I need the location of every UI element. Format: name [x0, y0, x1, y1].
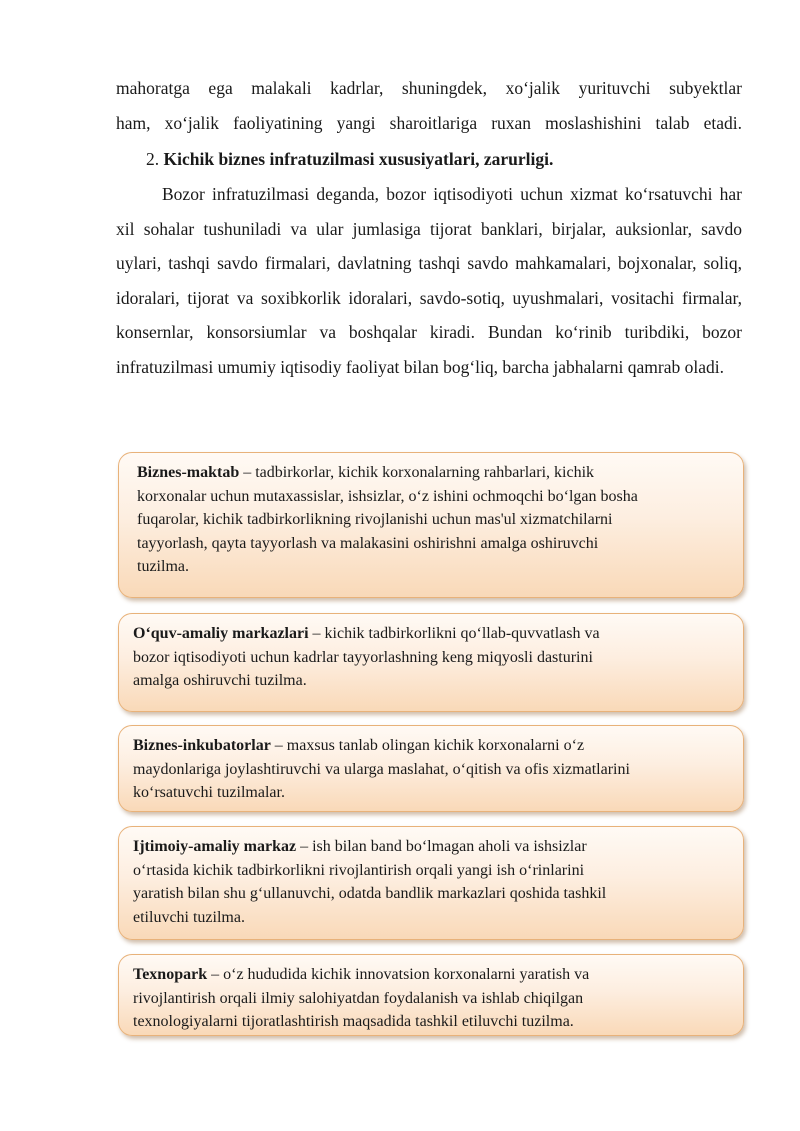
intro-line: ham, xo‘jalik faoliyatining yangi sharoitlariga ruxan moslashishini talab etadi. [116, 112, 742, 133]
definition-line: korxonalar uchun mutaxassislar, ishsizlar, o‘z ishini ochmoqchi bo‘lgan bosha [137, 487, 638, 505]
definition-term: Texnopark [133, 966, 208, 983]
definition-box-biznes-maktab [118, 452, 744, 598]
definition-line: texnologiyalarni tijoratlashtirish maqsadida tashkil etiluvchi tuzilma. [133, 1013, 574, 1030]
body-paragraph: Bozor infratuzilmasi deganda, bozor iqtisodiyoti uchun xizmat ko‘rsatuvchi har xil sohalar tushuniladi va ular jumlasiga tijorat banklari, birjalar, auksionlar, savdo uylari, tashqi savdo firmalari, davlatning tashqi savdo mahkamalari, bojxonalar, soliq, idoralari, tijorat va soxibkorlik idoralari, savdo-sotiq, uyushmalari, vositachi firmalar, konsernlar, konsorsiumlar va boshqalar kiradi. Bundan ko‘rinib turibdiki, bozor infratuzilmasi umumiy iqtisodiy faoliyat bilan bog‘liq, barcha jabhalarni qamrab oladi. [116, 184, 742, 377]
definition-box-texnopark [118, 954, 744, 1036]
definition-line: yaratish bilan shu g‘ullanuvchi, odatda bandlik markazlari qoshida tashkil [133, 885, 607, 902]
section-number: 2. [146, 149, 160, 169]
definition-term: O‘quv-amaliy markazlari [133, 625, 309, 642]
definition-text: – maxsus tanlab olingan kichik korxonalarni o‘z [270, 737, 585, 754]
definition-text: – tadbirkorlar, kichik korxonalarning rahbarlari, kichik [239, 464, 595, 481]
definition-box-ijtimoiy-amaliy-markaz [118, 826, 744, 940]
definition-box-biznes-inkubatorlar [118, 725, 744, 812]
definition-line: rivojlantirish orqali ilmiy salohiyatdan foydalanish va ishlab chiqilgan [133, 989, 584, 1007]
definition-line: amalga oshiruvchi tuzilma. [133, 672, 307, 689]
definition-term: Ijtimoiy-amaliy markaz [133, 838, 297, 855]
section-title: Kichik biznes infratuzilmasi xususiyatlari, zarurligi. [163, 149, 554, 169]
definition-line [133, 835, 729, 859]
definition-text: – kichik tadbirkorlikni qo‘llab-quvvatlash va [308, 625, 600, 642]
definition-text: – ish bilan band bo‘lmagan aholi va ishsizlar [296, 838, 587, 855]
intro-line: mahoratga ega malakali kadrlar, shuningdek, xo‘jalik yurituvchi subyektlar [116, 78, 742, 98]
definition-line: o‘rtasida kichik tadbirkorlikni rivojlantirish orqali yangi ish o‘rinlarini [133, 861, 585, 879]
definition-line: fuqarolar, kichik tadbirkorlikning rivojlanishi uchun mas'ul xizmatchilarni [137, 511, 613, 528]
definition-term: Biznes-maktab [137, 464, 240, 481]
intro-paragraph [116, 71, 742, 140]
definition-line: bozor iqtisodiyoti uchun kadrlar tayyorlashning keng miqyosli dasturini [133, 648, 593, 666]
definition-line: etiluvchi tuzilma. [133, 908, 245, 926]
definition-line: tuzilma. [137, 558, 189, 575]
definition-line [133, 963, 729, 987]
definition-line: tayyorlash, qayta tayyorlash va malakasini oshirishni amalga oshiruvchi [137, 534, 599, 552]
definition-box-oquv-amaliy-markazlari [118, 613, 744, 712]
definition-line [137, 461, 729, 485]
definition-term: Biznes-inkubatorlar [133, 737, 271, 754]
definition-line: ko‘rsatuvchi tuzilmalar. [133, 784, 285, 801]
definition-line: maydonlariga joylashtiruvchi va ularga maslahat, o‘qitish va ofis xizmatlarini [133, 760, 630, 778]
definition-line [133, 734, 729, 758]
section-heading [146, 144, 553, 174]
definition-line [133, 622, 729, 646]
definition-text: – o‘z hududida kichik innovatsion korxonalarni yaratish va [207, 966, 590, 983]
